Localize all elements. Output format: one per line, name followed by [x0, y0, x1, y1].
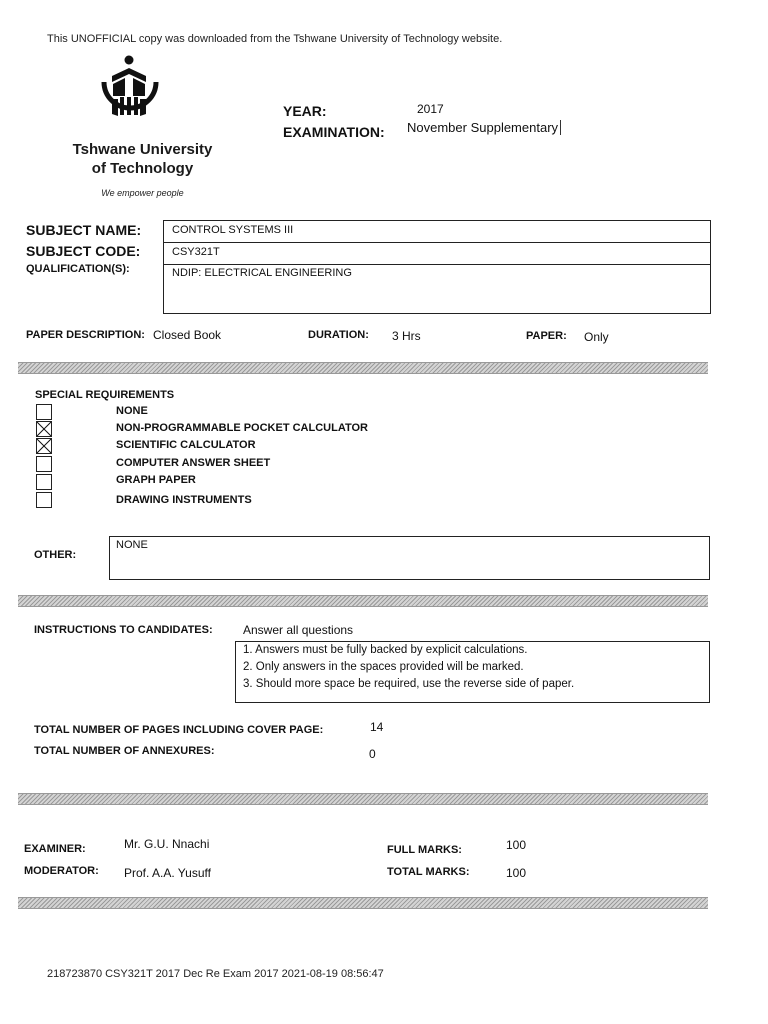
total-annexures-label: TOTAL NUMBER OF ANNEXURES: [34, 745, 215, 757]
year-label: YEAR: [283, 103, 327, 119]
examiner-label: EXAMINER: [24, 843, 86, 855]
subject-name-value: CONTROL SYSTEMS III [172, 224, 294, 236]
checkbox-label-non-programmable-calculator: NON-PROGRAMMABLE POCKET CALCULATOR [116, 422, 368, 434]
subject-name-label: SUBJECT NAME: [26, 222, 142, 238]
total-annexures-value: 0 [369, 747, 376, 761]
checkbox-label-none: NONE [116, 405, 148, 417]
checkbox-scientific-calculator[interactable] [36, 438, 52, 454]
paper-label: PAPER: [526, 330, 567, 342]
special-requirements-title: SPECIAL REQUIREMENTS [35, 389, 175, 401]
total-marks-value: 100 [506, 866, 527, 880]
checkbox-computer-answer-sheet[interactable] [36, 456, 52, 472]
subject-code-label: SUBJECT CODE: [26, 243, 141, 259]
qualification-value: NDIP: ELECTRICAL ENGINEERING [172, 267, 352, 279]
examiner-value: Mr. G.U. Nnachi [124, 837, 210, 851]
other-label: OTHER: [34, 549, 77, 561]
checkbox-label-graph-paper: GRAPH PAPER [116, 474, 196, 486]
checkbox-drawing-instruments[interactable] [36, 492, 52, 508]
total-marks-label: TOTAL MARKS: [387, 866, 470, 878]
duration-label: DURATION: [308, 329, 369, 341]
checkbox-non-programmable-calculator[interactable] [36, 421, 52, 437]
checkbox-label-scientific-calculator: SCIENTIFIC CALCULATOR [116, 439, 256, 451]
total-pages-label: TOTAL NUMBER OF PAGES INCLUDING COVER PAGE: [34, 724, 324, 736]
total-pages-value: 14 [370, 720, 384, 734]
full-marks-value: 100 [506, 838, 527, 852]
paper-description-value: Closed Book [153, 328, 222, 342]
moderator-label: MODERATOR: [24, 865, 99, 877]
subject-code-cell [164, 243, 710, 265]
checkbox-x-icon [37, 422, 51, 436]
subject-code-value: CSY321T [172, 246, 220, 258]
instructions-label: INSTRUCTIONS TO CANDIDATES: [34, 624, 213, 636]
checkbox-label-computer-answer-sheet: COMPUTER ANSWER SHEET [116, 457, 271, 469]
paper-description-label: PAPER DESCRIPTION: [26, 329, 145, 341]
subject-details-box [163, 220, 711, 314]
divider-band [18, 362, 708, 374]
divider-band [18, 793, 708, 805]
examination-label: EXAMINATION: [283, 124, 385, 140]
other-value: NONE [116, 539, 148, 551]
checkbox-x-icon [37, 439, 51, 453]
university-motto: We empower people [101, 188, 184, 198]
subject-name-cell [164, 221, 710, 243]
other-box [109, 536, 710, 580]
full-marks-label: FULL MARKS: [387, 844, 462, 856]
checkbox-label-drawing-instruments: DRAWING INSTRUMENTS [116, 494, 252, 506]
instruction-line: 1. Answers must be fully backed by explicit calculations. [243, 644, 528, 656]
instruction-line: 2. Only answers in the spaces provided will be marked. [243, 661, 524, 673]
university-logo-icon [98, 52, 162, 132]
checkbox-none[interactable] [36, 404, 52, 420]
duration-value: 3 Hrs [392, 329, 421, 343]
unofficial-notice: This UNOFFICIAL copy was downloaded from the Tshwane University of Technology website. [47, 33, 503, 45]
qualification-label: QUALIFICATION(S): [26, 263, 130, 275]
instruction-line: 3. Should more space be required, use the reverse side of paper. [243, 678, 575, 690]
paper-value: Only [584, 330, 609, 344]
checkbox-graph-paper[interactable] [36, 474, 52, 490]
divider-band [18, 897, 708, 909]
university-name [55, 140, 230, 178]
moderator-value: Prof. A.A. Yusuff [124, 866, 211, 880]
divider-band [18, 595, 708, 607]
year-value: 2017 [417, 102, 444, 116]
examination-value: November Supplementary [407, 120, 561, 135]
instructions-heading: Answer all questions [243, 623, 354, 637]
footer-metadata: 218723870 CSY321T 2017 Dec Re Exam 2017 2021-08-19 08:56:47 [47, 968, 384, 980]
university-name-line1: Tshwane University [72, 141, 213, 158]
university-name-line2: of Technology [91, 160, 194, 177]
instructions-box [235, 641, 710, 703]
